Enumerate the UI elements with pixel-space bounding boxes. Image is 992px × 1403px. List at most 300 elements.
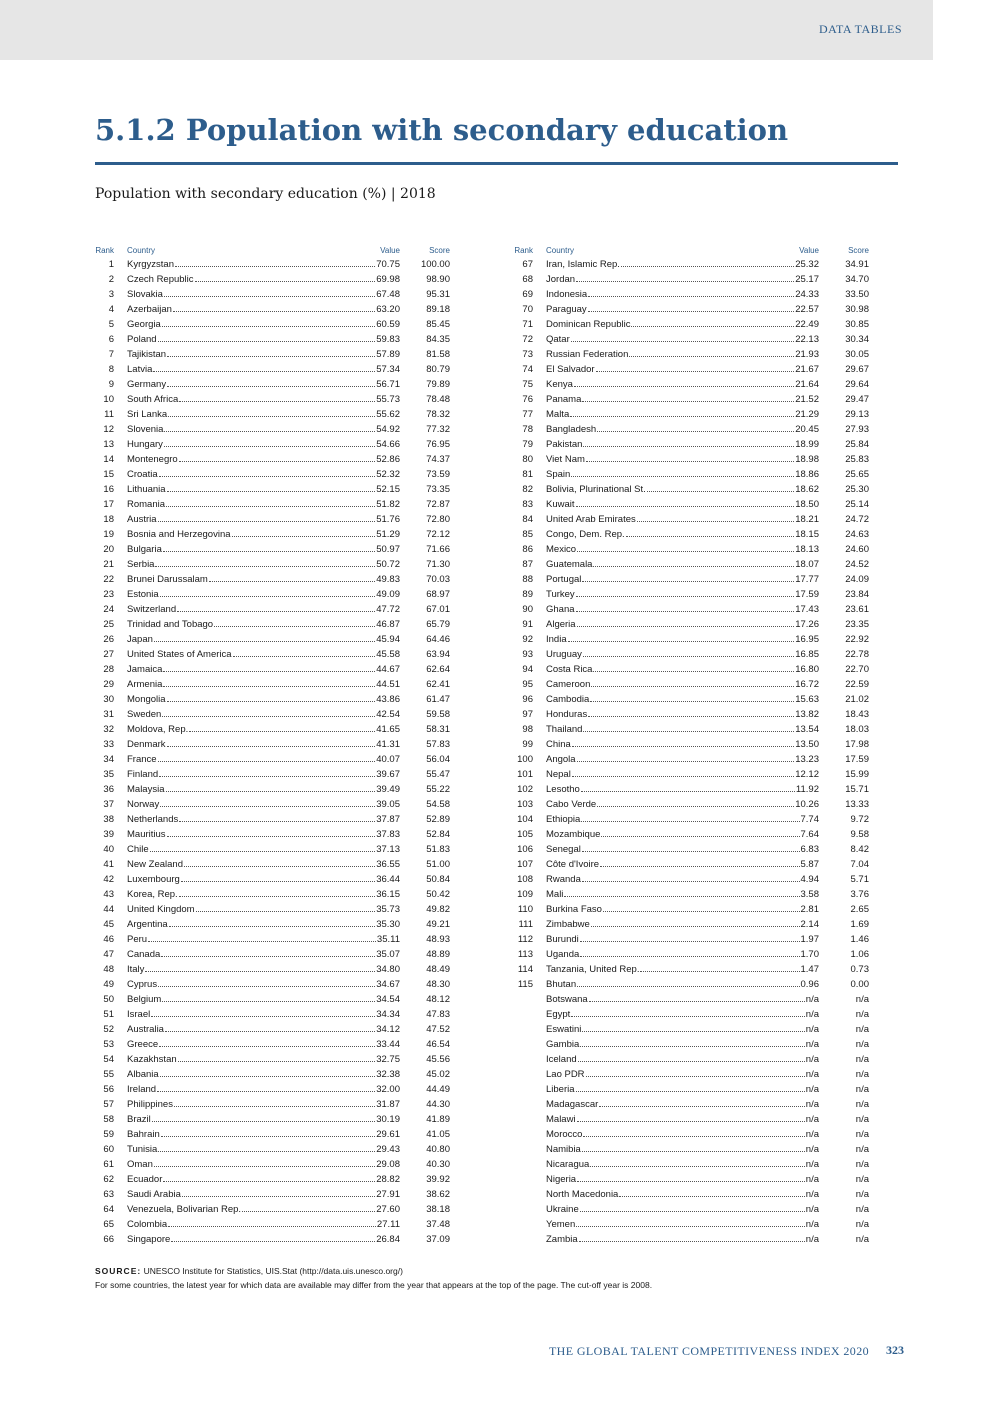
value-cell: 20.45 [795,424,819,435]
score-cell: 47.83 [426,1009,450,1020]
country-name: New Zealand [127,859,183,870]
leader-dots [167,701,376,702]
country-cell [533,1129,819,1140]
country-name: Israel [127,1009,151,1020]
score-cell: 7.04 [850,859,869,870]
country-cell [114,619,400,630]
source-text: UNESCO Institute for Statistics, UIS.Stat (http://data.uis.unesco.org/) [143,1266,403,1276]
value-cell: 4.94 [800,874,819,885]
table-row [513,510,869,525]
table-row [94,630,450,645]
country-name: Spain [546,469,571,480]
leader-dots [571,1016,804,1017]
rank-cell: 81 [522,469,533,480]
score-cell: 72.87 [426,499,450,510]
country-cell [114,319,400,330]
rank-cell: 31 [103,709,114,720]
country-cell [114,364,400,375]
leader-dots [174,1106,375,1107]
leader-dots [591,686,794,687]
leader-dots [179,821,375,822]
rank-cell: 33 [103,739,114,750]
country-name: Mongolia [127,694,166,705]
score-cell: 68.97 [426,589,450,600]
value-cell: 34.54 [376,994,400,1005]
score-cell: 29.67 [845,364,869,375]
leader-dots [577,761,795,762]
score-cell: 48.89 [426,949,450,960]
country-name: Gambia [546,1039,580,1050]
table-row [513,525,869,540]
rank-cell: 4 [108,304,114,315]
value-cell: 18.86 [795,469,819,480]
value-cell: 13.54 [795,724,819,735]
score-cell: 59.58 [426,709,450,720]
country-name: Iceland [546,1054,577,1065]
leader-dots [580,941,800,942]
score-cell: 23.35 [845,619,869,630]
score-cell: 34.70 [845,274,869,285]
country-name: Indonesia [546,289,588,300]
country-cell [533,994,819,1005]
rank-cell: 16 [103,484,114,495]
table-row [94,465,450,480]
table-row [94,705,450,720]
country-name: Russian Federation [546,349,629,360]
rank-cell: 38 [103,814,114,825]
country-name: Tajikistan [127,349,167,360]
source-label: SOURCE: [95,1266,142,1276]
score-cell: n/a [855,1219,869,1230]
score-cell: 13.33 [845,799,869,810]
country-cell [533,634,819,645]
value-cell: 55.73 [376,394,400,405]
table-row [94,825,450,840]
value-cell: 49.09 [376,589,400,600]
country-cell [114,724,400,735]
value-cell: 6.83 [800,844,819,855]
score-cell: 21.02 [845,694,869,705]
leader-dots [588,296,794,297]
value-cell: n/a [805,1219,819,1230]
rank-cell: 47 [103,949,114,960]
leader-dots [181,881,375,882]
score-cell: 24.72 [845,514,869,525]
country-name: Venezuela, Bolivarian Rep. [127,1204,242,1215]
value-cell: 52.32 [376,469,400,480]
rank-cell: 52 [103,1024,114,1035]
country-name: Saudi Arabia [127,1189,181,1200]
country-name: Rwanda [546,874,581,885]
leader-dots [593,566,794,567]
score-cell: 1.46 [850,934,869,945]
country-name: Switzerland [127,604,177,615]
rank-cell: 87 [522,559,533,570]
leader-dots [158,341,376,342]
score-cell: n/a [855,1069,869,1080]
score-cell: 51.00 [426,859,450,870]
country-name: Brazil [127,1114,151,1125]
rank-cell: 104 [517,814,533,825]
leader-dots [571,341,794,342]
leader-dots [591,926,800,927]
leader-dots [583,1136,804,1137]
source-note [95,1266,403,1276]
country-cell [114,829,400,840]
country-cell [533,379,819,390]
score-cell: 65.79 [426,619,450,630]
rank-cell: 22 [103,574,114,585]
leader-dots [631,326,794,327]
rank-cell: 72 [522,334,533,345]
leader-dots [581,821,799,822]
table-row [94,405,450,420]
rank-cell: 60 [103,1144,114,1155]
leader-dots [600,866,799,867]
country-name: Albania [127,1069,159,1080]
country-name: Australia [127,1024,164,1035]
table-row [513,675,869,690]
country-name: Singapore [127,1234,171,1245]
rank-cell: 48 [103,964,114,975]
rank-cell: 77 [522,409,533,420]
table-row [513,285,869,300]
country-cell [533,1069,819,1080]
country-header [114,246,400,255]
leader-dots [162,326,375,327]
value-cell: 34.67 [376,979,400,990]
value-cell: 25.32 [795,259,819,270]
rank-cell: 46 [103,934,114,945]
leader-dots [576,1091,805,1092]
country-name: Yemen [546,1219,576,1230]
country-cell [114,814,400,825]
value-cell: 51.29 [376,529,400,540]
score-cell: 71.30 [426,559,450,570]
leader-dots [577,551,794,552]
country-name: Greece [127,1039,159,1050]
leader-dots [161,1136,375,1137]
score-cell: 81.58 [426,349,450,360]
value-cell: 2.14 [800,919,819,930]
value-cell: 49.83 [376,574,400,585]
leader-dots [577,986,799,987]
score-cell: n/a [855,1099,869,1110]
country-name: Tanzania, United Rep. [546,964,640,975]
rank-cell: 10 [103,394,114,405]
table-row [513,810,869,825]
country-cell [533,319,819,330]
country-name: Kyrgyzstan [127,259,174,270]
leader-dots [583,446,794,447]
leader-dots [599,1106,805,1107]
table-row [513,660,869,675]
leader-dots [169,926,376,927]
country-name: Georgia [127,319,161,330]
leader-dots [189,731,375,732]
rank-cell: 92 [522,634,533,645]
score-cell: 55.22 [426,784,450,795]
value-cell: 45.58 [376,649,400,660]
leader-dots [167,746,376,747]
score-header: Score [429,246,450,255]
country-name: Bahrain [127,1129,160,1140]
value-cell: 1.47 [800,964,819,975]
value-cell: 36.44 [376,874,400,885]
page-title: 5.1.2 Population with secondary education [95,113,789,147]
leader-dots [577,626,795,627]
table-row [94,690,450,705]
country-cell [114,1099,400,1110]
leader-dots [601,836,799,837]
country-name: Norway [127,799,160,810]
value-cell: 27.11 [376,1219,400,1230]
leader-dots [162,716,375,717]
value-cell: 18.15 [795,529,819,540]
value-cell: 67.48 [376,289,400,300]
score-cell: 47.52 [426,1024,450,1035]
value-cell: 46.87 [376,619,400,630]
country-name: Pakistan [546,439,583,450]
country-name: Slovakia [127,289,163,300]
table-row [94,615,450,630]
value-cell: 43.86 [376,694,400,705]
leader-dots [166,791,376,792]
score-cell: 84.35 [426,334,450,345]
rank-cell: 76 [522,394,533,405]
table-row [94,345,450,360]
rank-cell: 11 [104,409,114,420]
rank-cell: 74 [522,364,533,375]
score-cell: 33.50 [845,289,869,300]
value-cell: 29.43 [376,1144,400,1155]
table-row [513,1065,869,1080]
rank-cell: 67 [522,259,533,270]
country-name: Jamaica [127,664,163,675]
value-cell: 45.94 [376,634,400,645]
value-cell: 17.77 [795,574,819,585]
country-cell [533,829,819,840]
score-cell: 25.14 [845,499,869,510]
value-cell: 27.91 [376,1189,400,1200]
country-name: Eswatini [546,1024,582,1035]
table-row [94,750,450,765]
table-row [513,855,869,870]
table-row [513,600,869,615]
leader-dots [580,1211,805,1212]
country-cell [533,439,819,450]
country-name: Dominican Republic [546,319,631,330]
country-cell [114,964,400,975]
country-cell [114,934,400,945]
value-cell: 41.65 [376,724,400,735]
country-cell [533,499,819,510]
value-cell: 35.73 [376,904,400,915]
country-cell [114,979,400,990]
leader-dots [590,701,794,702]
value-cell: 24.33 [795,289,819,300]
score-cell: 0.00 [850,979,869,990]
value-cell: 18.98 [795,454,819,465]
country-cell [114,1174,400,1185]
value-cell: 57.34 [376,364,400,375]
score-cell: 30.34 [845,334,869,345]
leader-dots [162,1001,375,1002]
score-cell: 18.43 [845,709,869,720]
rank-cell: 61 [103,1159,114,1170]
country-cell [533,814,819,825]
value-cell: 0.96 [800,979,819,990]
country-cell [114,634,400,645]
rank-cell: 50 [103,994,114,1005]
rank-cell: 32 [103,724,114,735]
table-header [94,243,450,255]
score-cell: 49.82 [426,904,450,915]
value-cell: 35.11 [376,934,400,945]
value-cell: 27.60 [376,1204,400,1215]
table-row [513,390,869,405]
rank-cell: 56 [103,1084,114,1095]
leader-dots [154,1166,375,1167]
country-name: Denmark [127,739,166,750]
country-name: El Salvador [546,364,595,375]
score-cell: 50.84 [426,874,450,885]
value-cell: 28.82 [376,1174,400,1185]
score-cell: 22.78 [845,649,869,660]
country-cell [114,769,400,780]
value-cell: 18.13 [795,544,819,555]
country-name: South Africa [127,394,179,405]
rank-cell: 110 [517,904,533,915]
country-name: Oman [127,1159,153,1170]
value-cell: 51.82 [376,499,400,510]
rank-cell: 96 [522,694,533,705]
table-row [94,870,450,885]
score-cell: 89.18 [426,304,450,315]
score-cell: 22.70 [845,664,869,675]
value-cell: 44.51 [376,679,400,690]
country-cell [533,1234,819,1245]
country-cell [114,664,400,675]
score-cell: n/a [855,1084,869,1095]
country-cell [533,754,819,765]
value-cell: n/a [805,1189,819,1200]
country-cell [114,529,400,540]
value-cell: 34.12 [376,1024,400,1035]
value-cell: 30.19 [376,1114,400,1125]
score-cell: 5.71 [850,874,869,885]
rank-cell: 80 [522,454,533,465]
country-name: Uruguay [546,649,582,660]
country-name: United Arab Emirates [546,514,636,525]
table-row [513,1005,869,1020]
rank-cell: 53 [103,1039,114,1050]
value-cell: 18.99 [795,439,819,450]
leader-dots [582,881,800,882]
table-body [94,255,450,1245]
rank-cell: 23 [103,589,114,600]
leader-dots [619,1196,804,1197]
leader-dots [158,521,376,522]
table-body [513,255,869,1245]
rank-cell: 62 [103,1174,114,1185]
value-header: Value [799,246,819,255]
leader-dots [163,551,375,552]
score-cell: 73.59 [426,469,450,480]
leader-dots [167,356,375,357]
country-name: Germany [127,379,167,390]
rank-cell: 108 [517,874,533,885]
country-name: Mozambique [546,829,601,840]
rank-cell: 18 [103,514,114,525]
table-row [513,630,869,645]
country-name: Sweden [127,709,162,720]
leader-dots [582,1031,804,1032]
country-cell [114,304,400,315]
table-row [94,1020,450,1035]
table-row [94,555,450,570]
table-row [513,825,869,840]
country-cell [114,1189,400,1200]
table-row [513,1095,869,1110]
score-cell: 95.31 [426,289,450,300]
score-header: Score [848,246,869,255]
table-row [94,375,450,390]
country-cell [533,1084,819,1095]
value-cell: 34.34 [376,1009,400,1020]
value-cell: 39.67 [376,769,400,780]
country-name: Japan [127,634,153,645]
table-row [94,735,450,750]
country-name: Nigeria [546,1174,577,1185]
country-name: Sri Lanka [127,409,168,420]
rank-cell: 75 [522,379,533,390]
score-cell: 49.21 [426,919,450,930]
rank-cell: 95 [522,679,533,690]
country-name: Mexico [546,544,577,555]
country-cell [533,574,819,585]
score-cell: 52.84 [426,829,450,840]
score-cell: 9.58 [850,829,869,840]
table-row [513,930,869,945]
rank-cell: 79 [522,439,533,450]
country-name: China [546,739,571,750]
table-row [94,390,450,405]
country-cell [114,919,400,930]
country-cell [533,1219,819,1230]
country-name: Austria [127,514,157,525]
value-cell: 7.64 [800,829,819,840]
leader-dots [593,671,794,672]
country-cell [533,1204,819,1215]
leader-dots [171,1241,375,1242]
value-cell: 50.97 [376,544,400,555]
value-cell: 21.29 [795,409,819,420]
table-row [513,915,869,930]
score-cell: 0.73 [850,964,869,975]
country-name: Malaysia [127,784,165,795]
score-cell: 22.59 [845,679,869,690]
country-cell [114,559,400,570]
value-cell: 52.15 [376,484,400,495]
leader-dots [626,536,795,537]
country-name: Canada [127,949,161,960]
country-name: Iran, Islamic Rep. [546,259,620,270]
score-cell: 61.47 [426,694,450,705]
country-header [533,246,819,255]
leader-dots [580,1046,805,1047]
leader-dots [145,971,375,972]
